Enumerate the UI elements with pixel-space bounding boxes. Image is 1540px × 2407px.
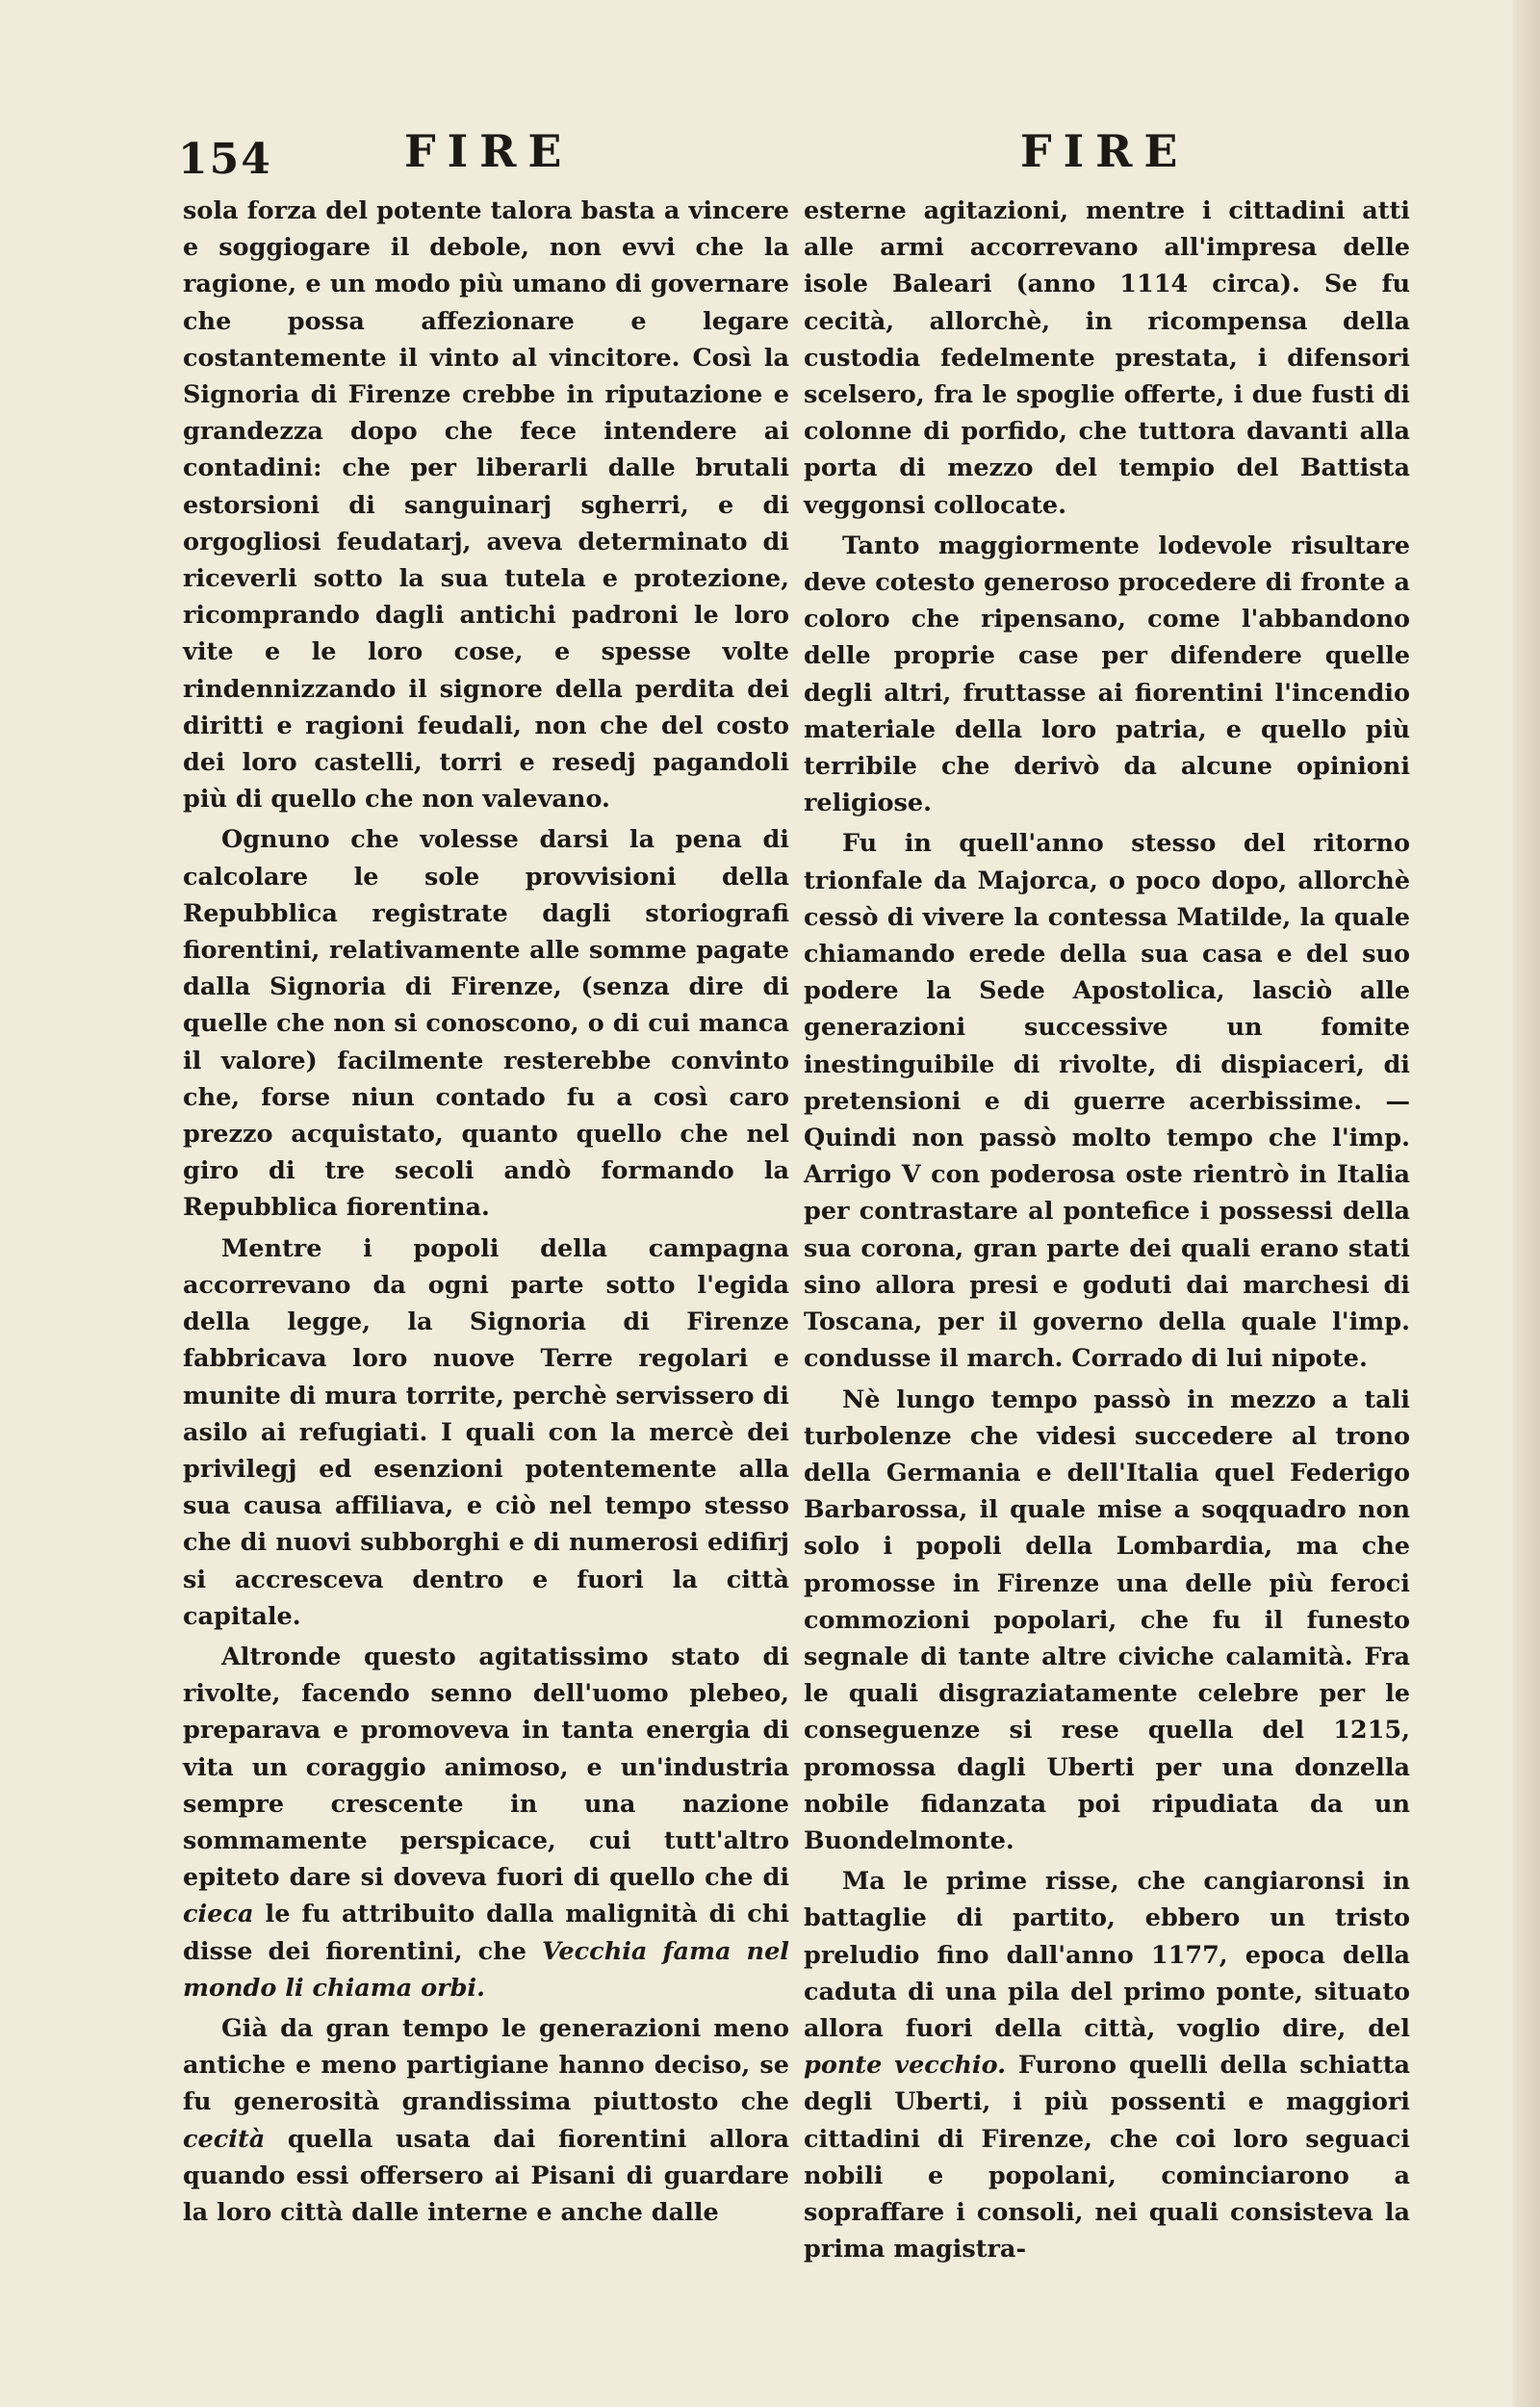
left-paragraph-5-text-a: Già da gran tempo le generazioni meno antiche e meno partigiane hanno deciso, se fu generosità grandissima piuttosto che [183, 2013, 789, 2117]
right-paragraph-5 [804, 1863, 1410, 2267]
left-paragraph-2: Ognuno che volesse darsi la pena di calcolare le sole provvisioni della Repubblica registrate dagli storiografi fiorentini, relativamente alle somme pagate dalla Signoria di Firenze, (senza dire di quelle che non si conoscono, o di cui manca il valore) facilmente resterebbe convinto che, forse niun contado fu a così caro prezzo acquistato, quanto quello che nel giro di tre secoli andò formando la Repubblica fiorentina. [183, 825, 789, 1223]
right-paragraph-2: Tanto maggiormente lodevole risultare deve cotesto generoso procedere di fronte a coloro che ripensano, come l'abbandono delle proprie case per difendere quelle degli altri, fruttasse ai fiorentini l'incendio materiale della loro patria, e quello più terribile che derivò da alcune opinioni religiose. [804, 531, 1410, 818]
right-paragraph-5-italic-ponte-vecchio: ponte vecchio. [804, 2051, 1007, 2081]
running-head-left: FIRE [404, 125, 574, 177]
left-paragraph-4 [183, 1639, 789, 2006]
left-paragraph-3: Mentre i popoli della campagna accorrevano da ogni parte sotto l'egida della legge, la Signoria di Firenze fabbricava loro nuove Terre regolari e munite di mura torrite, perchè servissero di asilo ai refugiati. I quali con la mercè dei privilegj ed esenzioni potentemente alla sua causa affiliava, e ciò nel tempo stesso che di nuovi subborghi e di numerosi edifirj si accresceva dentro e fuori la città capitale. [183, 1233, 789, 1631]
left-paragraph-4-italic-quote: Vecchia fama nel mondo li chiama orbi. [183, 1936, 789, 2003]
left-paragraph-4-italic-cieca: cieca [183, 1900, 254, 1929]
right-paragraph-3: Fu in quell'anno stesso del ritorno trionfale da Majorca, o poco dopo, allorchè cessò di vivere la contessa Matilde, la quale chiamando erede della sua casa e del suo podere la Sede Apostolica, lasciò alle generazioni successive un fomite inestinguibile di rivolte, di dispiaceri, di pretensioni e di guerre acerbissime. — Quindi non passò molto tempo che l'imp. Arrigo V con poderosa oste rientrò in Italia per contrastare al pontefice i possessi della sua corona, gran parte dei quali erano stati sino allora presi e goduti dai marchesi di Toscana, per il governo della quale l'imp. condusse il march. Corrado di lui nipote. [804, 829, 1410, 1374]
running-head-right: FIRE [1020, 125, 1190, 177]
right-paragraph-1: esterne agitazioni, mentre i cittadini atti alle armi accorrevano all'impresa delle isole Baleari (anno 1114 circa). Se fu cecità, allorchè, in ricompensa della custodia fedelmente prestata, i difensori scelsero, fra le spoglie offerte, i due fusti di colonne di porfido, che tuttora davanti alla porta di mezzo del tempio del Battista veggonsi collocate. [804, 196, 1410, 520]
right-paragraph-4: Nè lungo tempo passò in mezzo a tali turbolenze che videsi succedere al trono della Germania e dell'Italia quel Federigo Barbarossa, il quale mise a soqquadro non solo i popoli della Lombardia, ma che promosse in Firenze una delle più feroci commozioni popolari, che fu il funesto segnale di tante altre civiche calamità. Fra le quali disgraziatamente celebre per le conseguenze si rese quella del 1215, promossa dagli Uberti per una donzella nobile fidanzata poi ripudiata da un Buondelmonte. [804, 1385, 1410, 1855]
left-column [183, 193, 789, 2235]
page-number: 154 [178, 135, 272, 184]
left-paragraph-4-text-a: Altronde questo agitatissimo stato di rivolte, facendo senno dell'uomo plebeo, preparava e promoveva in tanta energia di vita un coraggio animoso, e un'industria sempre crescente in una nazione sommamente perspicace, cui tutt'altro epiteto dare si doveva fuori di quello che di [183, 1642, 789, 1893]
left-paragraph-1: sola forza del potente talora basta a vincere e soggiogare il debole, non evvi che la ragione, e un modo più umano di governare che possa affezionare e legare costantemente il vinto al vincitore. Così la Signoria di Firenze crebbe in riputazione e grandezza dopo che fece intendere ai contadini: che per liberarli dalle brutali estorsioni di sanguinarj sgherri, e di orgogliosi feudatarj, aveva determinato di riceverli sotto la sua tutela e protezione, ricomprando dagli antichi padroni le loro vite e le loro cose, e spesse volte rindennizzando il signore della perdita dei diritti e ragioni feudali, non che del costo dei loro castelli, torri e resedj pagandoli più di quello che non valevano. [183, 196, 789, 815]
right-paragraph-5-text-b: Furono quelli della schiatta degli Uberti, i più possenti e maggiori cittadini di Firenze, che coi loro seguaci nobili e popolani, cominciarono a sopraffare i consoli, nei quali consisteva la prima magistra- [804, 2051, 1410, 2265]
left-paragraph-5-italic-cecita: cecità [183, 2124, 266, 2154]
left-paragraph-4-text-b: le fu attribuito dalla malignità di chi disse dei fiorentini, che [183, 1900, 789, 1966]
right-paragraph-5-text-a: Ma le prime risse, che cangiaronsi in battaglie di partito, ebbero un tristo preludio fino dall'anno 1177, epoca della caduta di una pila del primo ponte, situato allora fuori della città, voglio dire, del [804, 1867, 1410, 2043]
left-paragraph-5 [183, 2010, 789, 2231]
right-column [804, 193, 1410, 2271]
left-paragraph-5-text-b: quella usata dai fiorentini allora quando essi offersero ai Pisani di guardare la loro città dalle interne e anche dalle [183, 2124, 789, 2227]
